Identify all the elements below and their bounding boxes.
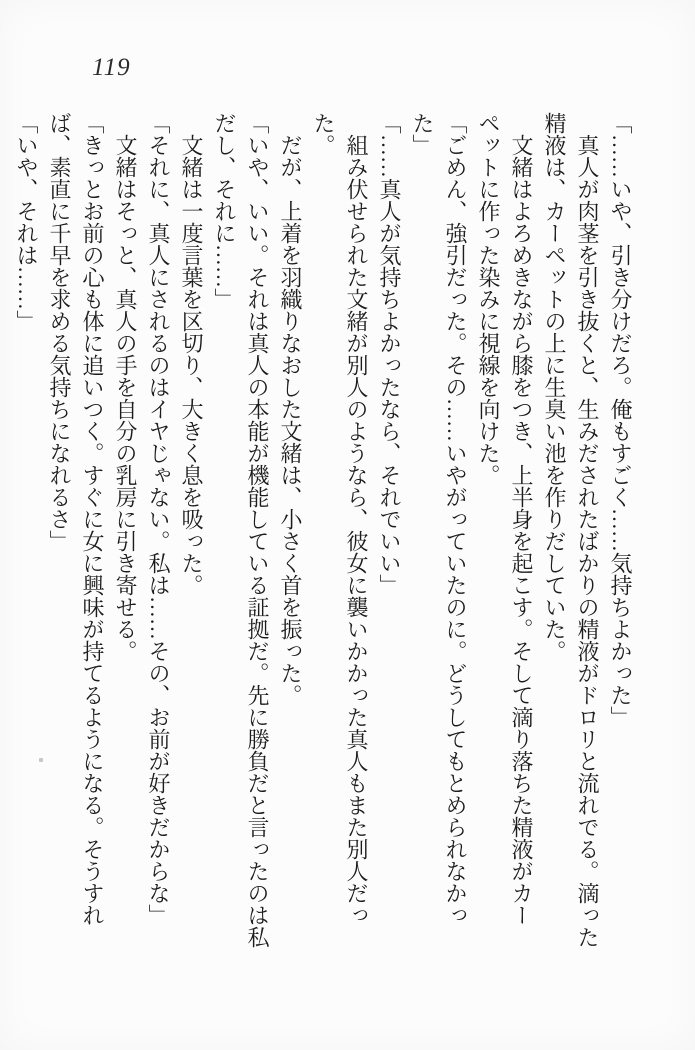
paragraph-narration: 文緒は一度言葉を区切り、大きく息を吸った。 (179, 112, 204, 596)
paragraph-narration: 真人が肉茎を引き抜くと、生みだされたばかりの精液がドロリと流れでる。滴った精液は、カーペットの上に生臭い池を作りだしていた。 (542, 112, 600, 948)
paragraph-dialogue: 「ごめん、強引だった。その……いやがっていたのに。どうしてもとめられなかった」 (410, 112, 468, 926)
paragraph-narration: 文緒はよろめきながら膝をつき、上半身を起こす。そして滴り落ちた精液がカーペットに作った染みに視線を向けた。 (476, 112, 534, 926)
body-text (14, 112, 637, 957)
scan-speck (39, 758, 43, 762)
paragraph-dialogue: 「いや、いい。それは真人の本能が機能している証拠だ。先に勝負だと言ったのは私だし、それに……」 (212, 112, 270, 948)
paragraph-narration: 文緒はそっと、真人の手を自分の乳房に引き寄せる。 (113, 112, 138, 662)
page-number: 119 (92, 54, 131, 81)
paragraph-dialogue: 「いや、それは……」 (14, 112, 39, 332)
paragraph-dialogue: 「それに、真人にされるのはイヤじゃない。私は……その、お前が好きだからな」 (146, 112, 171, 926)
paragraph-narration: だが、上着を羽織りなおした文緒は、小さく首を振った。 (278, 112, 303, 706)
paragraph-dialogue: 「……真人が気持ちよかったなら、それでいい」 (377, 112, 402, 596)
paragraph-dialogue: 「きっとお前の心も体に追いつく。すぐに女に興味が持てるようになる。そうすれば、素直に千早を求める気持ちになれるさ」 (47, 112, 105, 926)
paragraph-dialogue: 「……いや、引き分けだろ。俺もすごく……気持ちよかった」 (608, 112, 633, 728)
paragraph-narration: 組み伏せられた文緒が別人のようなら、彼女に襲いかかった真人もまた別人だった。 (311, 112, 369, 926)
